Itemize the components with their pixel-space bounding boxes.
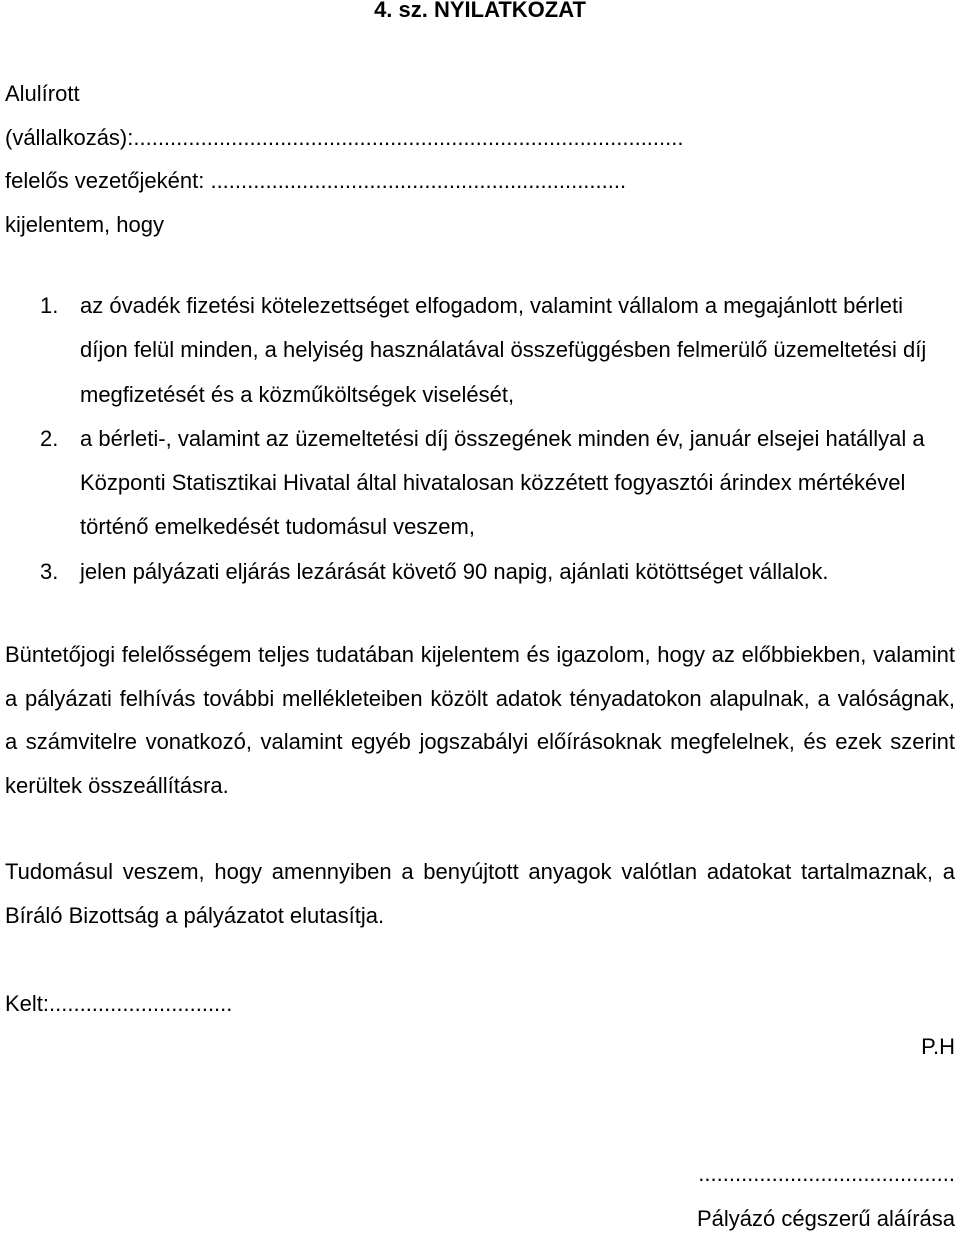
intro-declare: kijelentem, hogy <box>5 211 164 237</box>
list-item-number: 3. <box>40 558 59 584</box>
list-item-text: a bérleti-, valamint az üzemeltetési díj összegének minden év, január elsejei hatállyal a Központi Statisztikai Hivatal által hivatalosan közzétett fogyasztói árindex mértékével történő emelkedését tudomásul veszem, <box>80 425 925 540</box>
list-item-number: 2. <box>40 425 59 451</box>
acknowledgement-paragraph: Tudomásul veszem, hogy amennyiben a benyújtott anyagok valótlan adatokat tartalmaznak, a Bíráló Bizottság a pályázatot elutasítja. <box>5 859 955 928</box>
intro-company-field: (vállalkozás):.......................................................................................... <box>5 124 684 150</box>
intro-undersigned: Alulírott <box>5 81 80 106</box>
signature-label: Pályázó cégszerű aláírása <box>696 1206 955 1231</box>
signature-line: .......................................... <box>698 1161 955 1186</box>
list-item <box>0 417 955 550</box>
date-field: Kelt:.............................. <box>5 991 233 1016</box>
stamp-placeholder: P.H <box>921 1034 955 1059</box>
list-item <box>0 284 955 417</box>
list-item-text: az óvadék fizetési kötelezettséget elfogadom, valamint vállalom a megajánlott bérleti díjon felül minden, a helyiség használatával összefüggésben felmerülő üzemeltetési díj megfizetését és a közműköltségek viselését, <box>80 293 927 407</box>
intro-manager-field: felelős vezetőjeként: .................................................................... <box>5 168 627 193</box>
document-title: 4. sz. NYILATKOZAT <box>374 0 586 22</box>
declaration-list <box>0 284 960 594</box>
list-item <box>0 550 955 594</box>
list-item-number: 1. <box>40 293 59 318</box>
criminal-liability-paragraph: Büntetőjogi felelősségem teljes tudatában kijelentem és igazolom, hogy az előbbiekben, valamint a pályázati felhívás további mellékleteiben közölt adatok tényadatokon alapulnak, a valóságnak, a számvitelre vonatkozó, valamint egyéb jogszabályi előírásoknak megfelelnek, és ezek szerint kerültek összeállításra. <box>5 642 955 798</box>
list-item-text: jelen pályázati eljárás lezárását követő 90 napig, ajánlati kötöttséget vállalok. <box>80 558 829 584</box>
intro-block <box>5 72 945 246</box>
